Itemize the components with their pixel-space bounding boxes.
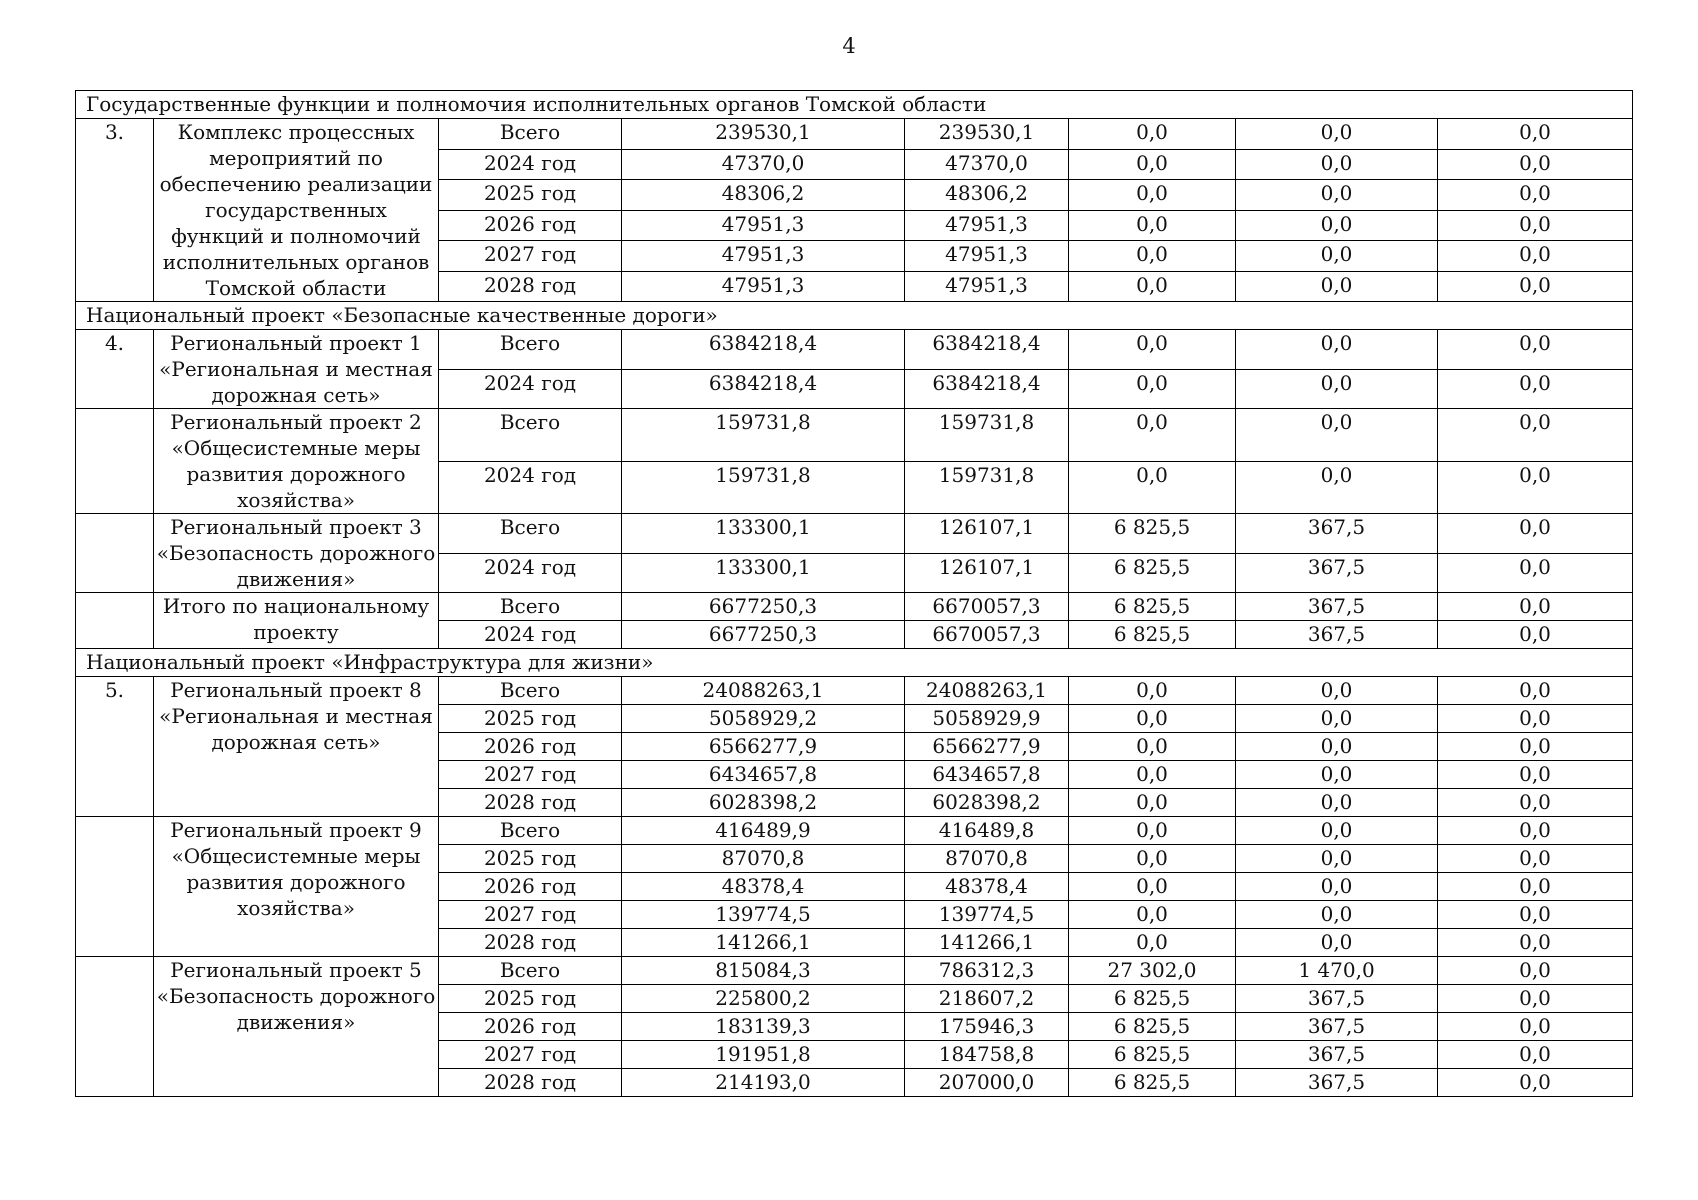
budget-value: 6028398,2 [905,789,1069,817]
local-value: 1 470,0 [1236,957,1438,985]
local-value: 367,5 [1236,514,1438,554]
other-value: 0,0 [1438,1013,1633,1041]
item-name: Итого по национальному проекту [154,593,439,649]
budget-value: 47951,3 [905,271,1069,302]
federal-value: 6 825,5 [1069,985,1236,1013]
budget-value: 6566277,9 [905,733,1069,761]
budget-value: 87070,8 [905,845,1069,873]
local-value: 0,0 [1236,409,1438,462]
budget-value: 47951,3 [905,241,1069,272]
budget-value: 6434657,8 [905,761,1069,789]
budget-value: 159731,8 [905,409,1069,462]
federal-value: 0,0 [1069,271,1236,302]
budget-value: 141266,1 [905,929,1069,957]
budget-value: 416489,8 [905,817,1069,845]
budget-value: 239530,1 [905,119,1069,150]
local-value: 367,5 [1236,553,1438,593]
other-value: 0,0 [1438,409,1633,462]
total-value: 815084,3 [622,957,905,985]
other-value: 0,0 [1438,873,1633,901]
local-value: 0,0 [1236,180,1438,211]
table-row [76,409,1633,462]
period-label: 2026 год [439,873,622,901]
federal-value: 0,0 [1069,180,1236,211]
total-value: 6677250,3 [622,621,905,649]
budget-table-body [76,91,1633,1097]
local-value: 0,0 [1236,119,1438,150]
total-value: 47951,3 [622,241,905,272]
local-value: 0,0 [1236,929,1438,957]
total-value: 47951,3 [622,271,905,302]
federal-value: 6 825,5 [1069,553,1236,593]
budget-value: 6384218,4 [905,369,1069,409]
period-label: 2025 год [439,985,622,1013]
period-label: 2024 год [439,149,622,180]
total-value: 159731,8 [622,461,905,514]
table-row [76,119,1633,150]
budget-value: 47370,0 [905,149,1069,180]
item-number [76,593,154,649]
total-value: 133300,1 [622,553,905,593]
federal-value: 0,0 [1069,369,1236,409]
other-value: 0,0 [1438,733,1633,761]
federal-value: 0,0 [1069,119,1236,150]
local-value: 0,0 [1236,330,1438,370]
period-label: Всего [439,514,622,554]
other-value: 0,0 [1438,621,1633,649]
local-value: 0,0 [1236,677,1438,705]
local-value: 0,0 [1236,761,1438,789]
period-label: Всего [439,957,622,985]
budget-value: 126107,1 [905,553,1069,593]
federal-value: 0,0 [1069,817,1236,845]
table-row [76,817,1633,845]
total-value: 47951,3 [622,210,905,241]
federal-value: 0,0 [1069,901,1236,929]
total-value: 159731,8 [622,409,905,462]
period-label: Всего [439,593,622,621]
federal-value: 0,0 [1069,873,1236,901]
local-value: 0,0 [1236,901,1438,929]
federal-value: 6 825,5 [1069,593,1236,621]
period-label: 2027 год [439,761,622,789]
section-header-row [76,302,1633,330]
other-value: 0,0 [1438,330,1633,370]
item-number [76,409,154,514]
period-label: 2024 год [439,369,622,409]
table-row [76,593,1633,621]
budget-value: 6384218,4 [905,330,1069,370]
other-value: 0,0 [1438,761,1633,789]
period-label: 2028 год [439,929,622,957]
period-label: 2025 год [439,705,622,733]
local-value: 0,0 [1236,789,1438,817]
other-value: 0,0 [1438,957,1633,985]
budget-value: 24088263,1 [905,677,1069,705]
table-row [76,514,1633,554]
federal-value: 0,0 [1069,241,1236,272]
item-name: Комплекс процессных мероприятий по обеспечению реализации государственных функций и полномочий исполнительных органов Томской области [154,119,439,302]
period-label: Всего [439,119,622,150]
federal-value: 0,0 [1069,461,1236,514]
other-value: 0,0 [1438,985,1633,1013]
federal-value: 0,0 [1069,929,1236,957]
federal-value: 6 825,5 [1069,621,1236,649]
period-label: Всего [439,409,622,462]
item-number: 3. [76,119,154,302]
federal-value: 0,0 [1069,789,1236,817]
budget-value: 48306,2 [905,180,1069,211]
federal-value: 6 825,5 [1069,1069,1236,1097]
local-value: 367,5 [1236,593,1438,621]
total-value: 133300,1 [622,514,905,554]
federal-value: 0,0 [1069,733,1236,761]
total-value: 239530,1 [622,119,905,150]
period-label: 2024 год [439,621,622,649]
period-label: 2024 год [439,553,622,593]
local-value: 0,0 [1236,461,1438,514]
total-value: 5058929,2 [622,705,905,733]
period-label: 2024 год [439,461,622,514]
total-value: 6566277,9 [622,733,905,761]
other-value: 0,0 [1438,271,1633,302]
total-value: 87070,8 [622,845,905,873]
federal-value: 27 302,0 [1069,957,1236,985]
budget-table [75,90,1633,1097]
table-row [76,677,1633,705]
budget-value: 184758,8 [905,1041,1069,1069]
other-value: 0,0 [1438,1041,1633,1069]
other-value: 0,0 [1438,241,1633,272]
total-value: 183139,3 [622,1013,905,1041]
local-value: 0,0 [1236,873,1438,901]
item-name: Региональный проект 5 «Безопасность дорожного движения» [154,957,439,1097]
budget-value: 175946,3 [905,1013,1069,1041]
period-label: 2026 год [439,733,622,761]
federal-value: 0,0 [1069,845,1236,873]
budget-value: 159731,8 [905,461,1069,514]
total-value: 48306,2 [622,180,905,211]
period-label: 2028 год [439,1069,622,1097]
local-value: 0,0 [1236,845,1438,873]
federal-value: 0,0 [1069,210,1236,241]
total-value: 6434657,8 [622,761,905,789]
other-value: 0,0 [1438,817,1633,845]
total-value: 6028398,2 [622,789,905,817]
federal-value: 0,0 [1069,705,1236,733]
federal-value: 6 825,5 [1069,1041,1236,1069]
total-value: 6384218,4 [622,330,905,370]
local-value: 0,0 [1236,369,1438,409]
other-value: 0,0 [1438,369,1633,409]
budget-value: 47951,3 [905,210,1069,241]
section-title: Национальный проект «Инфраструктура для жизни» [76,649,1633,677]
item-number: 5. [76,677,154,817]
total-value: 139774,5 [622,901,905,929]
total-value: 6677250,3 [622,593,905,621]
total-value: 47370,0 [622,149,905,180]
period-label: 2026 год [439,210,622,241]
other-value: 0,0 [1438,210,1633,241]
period-label: 2026 год [439,1013,622,1041]
item-number [76,817,154,957]
budget-value: 786312,3 [905,957,1069,985]
local-value: 367,5 [1236,1069,1438,1097]
budget-value: 6670057,3 [905,621,1069,649]
item-name: Региональный проект 1 «Региональная и местная дорожная сеть» [154,330,439,409]
federal-value: 0,0 [1069,149,1236,180]
budget-value: 218607,2 [905,985,1069,1013]
total-value: 225800,2 [622,985,905,1013]
local-value: 367,5 [1236,621,1438,649]
other-value: 0,0 [1438,149,1633,180]
federal-value: 0,0 [1069,330,1236,370]
other-value: 0,0 [1438,1069,1633,1097]
federal-value: 0,0 [1069,761,1236,789]
period-label: Всего [439,817,622,845]
item-number: 4. [76,330,154,409]
page-number: 4 [842,34,856,58]
period-label: Всего [439,330,622,370]
federal-value: 6 825,5 [1069,514,1236,554]
section-header-row [76,91,1633,119]
other-value: 0,0 [1438,593,1633,621]
local-value: 367,5 [1236,985,1438,1013]
total-value: 214193,0 [622,1069,905,1097]
total-value: 191951,8 [622,1041,905,1069]
period-label: 2027 год [439,241,622,272]
total-value: 416489,9 [622,817,905,845]
item-number [76,514,154,593]
period-label: 2027 год [439,901,622,929]
other-value: 0,0 [1438,705,1633,733]
federal-value: 6 825,5 [1069,1013,1236,1041]
total-value: 48378,4 [622,873,905,901]
budget-value: 139774,5 [905,901,1069,929]
table-row [76,957,1633,985]
period-label: 2028 год [439,271,622,302]
total-value: 6384218,4 [622,369,905,409]
other-value: 0,0 [1438,553,1633,593]
section-title: Государственные функции и полномочия исполнительных органов Томской области [76,91,1633,119]
item-name: Региональный проект 3 «Безопасность дорожного движения» [154,514,439,593]
other-value: 0,0 [1438,845,1633,873]
other-value: 0,0 [1438,901,1633,929]
local-value: 0,0 [1236,271,1438,302]
total-value: 24088263,1 [622,677,905,705]
local-value: 0,0 [1236,817,1438,845]
federal-value: 0,0 [1069,677,1236,705]
period-label: Всего [439,677,622,705]
other-value: 0,0 [1438,180,1633,211]
local-value: 0,0 [1236,149,1438,180]
total-value: 141266,1 [622,929,905,957]
budget-value: 126107,1 [905,514,1069,554]
local-value: 367,5 [1236,1013,1438,1041]
federal-value: 0,0 [1069,409,1236,462]
other-value: 0,0 [1438,461,1633,514]
section-title: Национальный проект «Безопасные качественные дороги» [76,302,1633,330]
period-label: 2025 год [439,845,622,873]
local-value: 0,0 [1236,210,1438,241]
period-label: 2027 год [439,1041,622,1069]
budget-value: 5058929,9 [905,705,1069,733]
other-value: 0,0 [1438,119,1633,150]
local-value: 0,0 [1236,705,1438,733]
item-name: Региональный проект 2 «Общесистемные меры развития дорожного хозяйства» [154,409,439,514]
budget-value: 207000,0 [905,1069,1069,1097]
budget-value: 48378,4 [905,873,1069,901]
item-name: Региональный проект 8 «Региональная и местная дорожная сеть» [154,677,439,817]
budget-value: 6670057,3 [905,593,1069,621]
item-name: Региональный проект 9 «Общесистемные меры развития дорожного хозяйства» [154,817,439,957]
local-value: 0,0 [1236,733,1438,761]
table-row [76,330,1633,370]
other-value: 0,0 [1438,677,1633,705]
other-value: 0,0 [1438,514,1633,554]
section-header-row [76,649,1633,677]
other-value: 0,0 [1438,929,1633,957]
period-label: 2028 год [439,789,622,817]
period-label: 2025 год [439,180,622,211]
local-value: 367,5 [1236,1041,1438,1069]
item-number [76,957,154,1097]
local-value: 0,0 [1236,241,1438,272]
other-value: 0,0 [1438,789,1633,817]
